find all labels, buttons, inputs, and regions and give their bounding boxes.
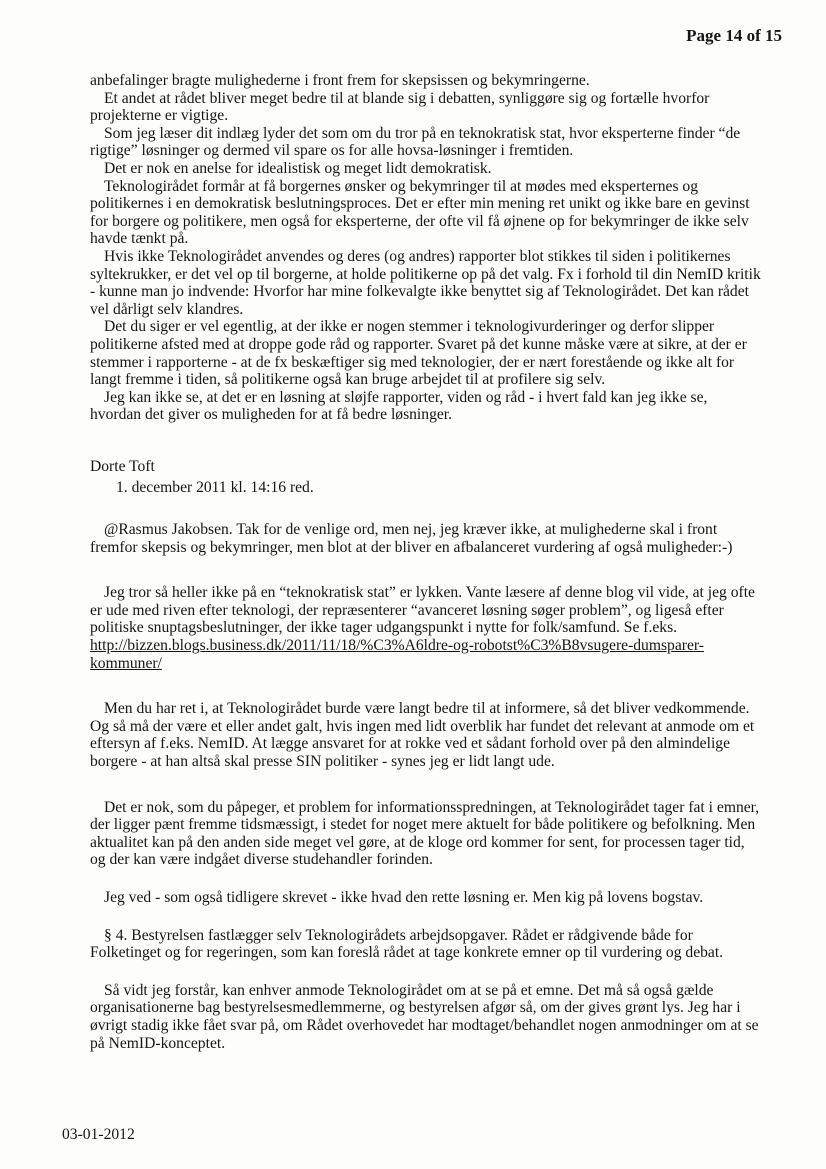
comment-paragraph: § 4. Bestyrelsen fastlægger selv Teknologirådets arbejdsopgaver. Rådet er rådgivende både for Folketinget og for regeringen, som kan foreslå rådet at tage konkrete emner op til vurdering og debat. (90, 926, 724, 962)
footer-date: 03-01-2012 (62, 1126, 135, 1143)
comment-paragraph: Det er nok, som du påpeger, et problem for informationsspredningen, at Teknologirådet tager fat i emner, der ligger pænt fremme tidsmæssigt, i stedet for noget mere aktuelt for både politikere og befolkning. Men aktualitet kan på den anden side meget vel gøre, at de kloge ord kommer for sent, for processen tager tid, og der kan være indgået diverse studehandler forinden. (90, 798, 760, 869)
comment-paragraph (90, 584, 762, 672)
paragraph: Hvis ikke Teknologirådet anvendes og deres (og andres) rapporter blot stikkes til siden i politikernes syltekrukker, er det vel op til borgerne, at holde politikerne op på det valg. Fx i forhold til din NemID kritik - kunne man jo indvende: Hvorfor har mine folkevalgte ikke benyttet sig af Teknologirådet. Det kan rådet vel dårligt selv klandres. (90, 247, 761, 318)
paragraph: Det du siger er vel egentlig, at der ikke er nogen stemmer i teknologivurderinger og derfor slipper politikerne afsted med at droppe gode råd og rapporter. Svaret på det kunne måske være at sikre, at der er stemmer i rapporterne - at de fx beskæftiger sig med teknologier, der er nært forestående og ikke alt for langt fremme i tiden, så politikerne også kan bruge arbejdet til at profilere sig selv. (90, 318, 747, 389)
paragraph: Teknologirådet formår at få borgernes ønsker og bekymringer til at mødes med eksperternes og politikernes i en demokratisk beslutningsproces. Det er efter min mening ret unikt og ikke bare en gevinst for borgere og politikere, men også for eksperterne, der ofte vil få øjnene op for bekymringer de ikke selv havde tænkt på. (90, 177, 750, 248)
comment-author: Dorte Toft (90, 457, 155, 475)
previous-comment (90, 72, 762, 424)
comment-timestamp: 1. december 2011 kl. 14:16 red. (116, 479, 314, 497)
comment-paragraph: Jeg ved - som også tidligere skrevet - ikke hvad den rette løsning er. Men kig på lovens bogstav. (104, 888, 704, 906)
comment-paragraph: Så vidt jeg forstår, kan enhver anmode Teknologirådet om at se på et emne. Det må så også gælde organisationerne bag bestyrelsesmedlemmerne, og bestyrelsen afgør så, om der gives grønt lys. Jeg har i øvrigt stadig ikke fået svar på, om Rådet overhovedet har modtaget/behandlet nogen anmodninger om at se på NemID-konceptet. (90, 981, 759, 1052)
document-body (90, 72, 762, 1052)
paragraph: Jeg kan ikke se, at det er en løsning at sløjfe rapporter, viden og råd - i hvert fald kan jeg ikke se, hvordan det giver os muligheden for at få bedre løsninger. (90, 388, 708, 424)
paragraph: anbefalinger bragte mulighederne i front frem for skepsissen og bekymringerne. (90, 72, 590, 89)
comment-paragraph-text: Jeg tror så heller ikke på en “teknokratisk stat” er lykken. Vante læsere af denne blog vil vide, at jeg ofte er ude med riven efter teknologi, der repræsenterer “avanceret løsning søger problem”, og ligeså efter politiske snuptagsbeslutninger, der ikke tager udgangspunkt i nytte for folk/samfund. Se f.eks. (90, 584, 755, 637)
paragraph: Som jeg læser dit indlæg lyder det som om du tror på en teknokratisk stat, hvor eksperterne finder “de rigtige” løsninger og dermed vil spare os for alle hovsa-løsninger i fremtiden. (90, 124, 741, 160)
paragraph: Det er nok en anelse for idealistisk og meget lidt demokratisk. (104, 159, 492, 177)
paragraph: Et andet at rådet bliver meget bedre til at blande sig i debatten, synliggøre sig og fortælle hvorfor projekterne er vigtige. (90, 89, 710, 125)
comment-paragraph: @Rasmus Jakobsen. Tak for de venlige ord, men nej, jeg kræver ikke, at mulighederne skal i front fremfor skepsis og bekymringer, men blot at der bliver en afbalanceret vurdering af også muligheder:-) (90, 521, 733, 556)
blog-link[interactable]: http://bizzen.blogs.business.dk/2011/11/18/%C3%A6ldre-og-robotst%C3%B8vsugere-dumsparer-kommuner/ (90, 637, 704, 672)
comment-paragraph: Men du har ret i, at Teknologirådet burde være langt bedre til at informere, så det bliver vedkommende. Og så må der være et eller andet galt, hvis ingen med lidt overblik har fundet det relevant at anmode om et eftersyn af f.eks. NemID. At lægge ansvaret for at rokke ved et sådant forhold over på den almindelige borgere - at han altså skal presse SIN politiker - synes jeg er lidt langt ude. (90, 700, 755, 770)
comment (90, 458, 762, 1052)
page-number: Page 14 of 15 (686, 26, 782, 45)
